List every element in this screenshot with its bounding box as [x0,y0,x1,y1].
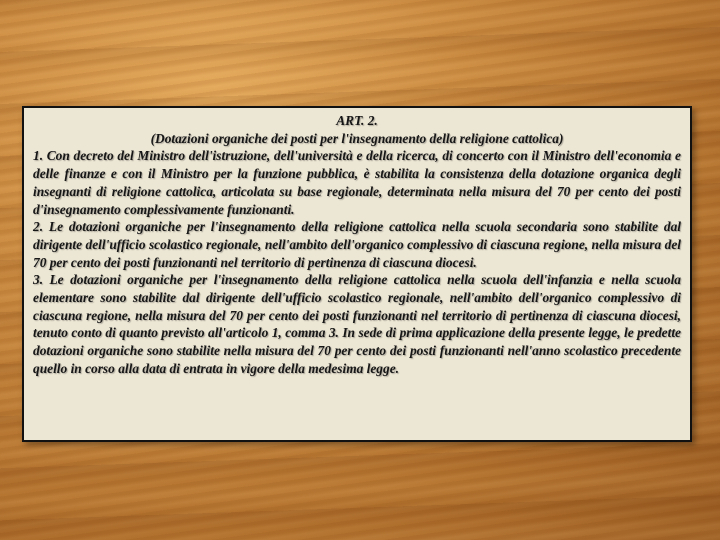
article-paragraph-3: 3. Le dotazioni organiche per l'insegnamento della religione cattolica nella scuola dell'infanzia e nella scuola elementare sono stabilite dal dirigente dell'ufficio scolastico regionale, nell'ambito dell'organico complessivo di ciascuna regione, nella misura del 70 per cento dei posti funzionanti nel territorio di pertinenza di ciascuna diocesi, tenuto conto di quanto previsto all'articolo 1, comma 3. In sede di prima applicazione della presente legge, le predette dotazioni organiche sono stabilite nella misura del 70 per cento dei posti funzionanti nell'anno scolastico precedente quello in corso alla data di entrata in vigore della medesima legge. [33,272,681,376]
article-paragraph-2: 2. Le dotazioni organiche per l'insegnamento della religione cattolica nella scuola secondaria sono stabilite dal dirigente dell'ufficio scolastico regionale, nell'ambito dell'organico complessivo di ciascuna regione, nella misura del 70 per cento dei posti funzionanti nel territorio di pertinenza di ciascuna diocesi. [33,219,681,270]
article-subheading: (Dotazioni organiche dei posti per l'insegnamento della religione cattolica) [150,130,564,146]
article-paragraph-1: 1. Con decreto del Ministro dell'istruzione, dell'università e della ricerca, di concerto con il Ministro dell'economia e delle finanze e con il Ministro per la funzione pubblica, è stabilita la consistenza della dotazione organica degli insegnanti di religione cattolica, articolata su base regionale, determinata nella misura del 70 per cento dei posti d'insegnamento complessivamente funzionanti. [33,148,681,217]
article-text-panel [22,106,692,442]
article-heading: ART. 2. [336,113,378,128]
